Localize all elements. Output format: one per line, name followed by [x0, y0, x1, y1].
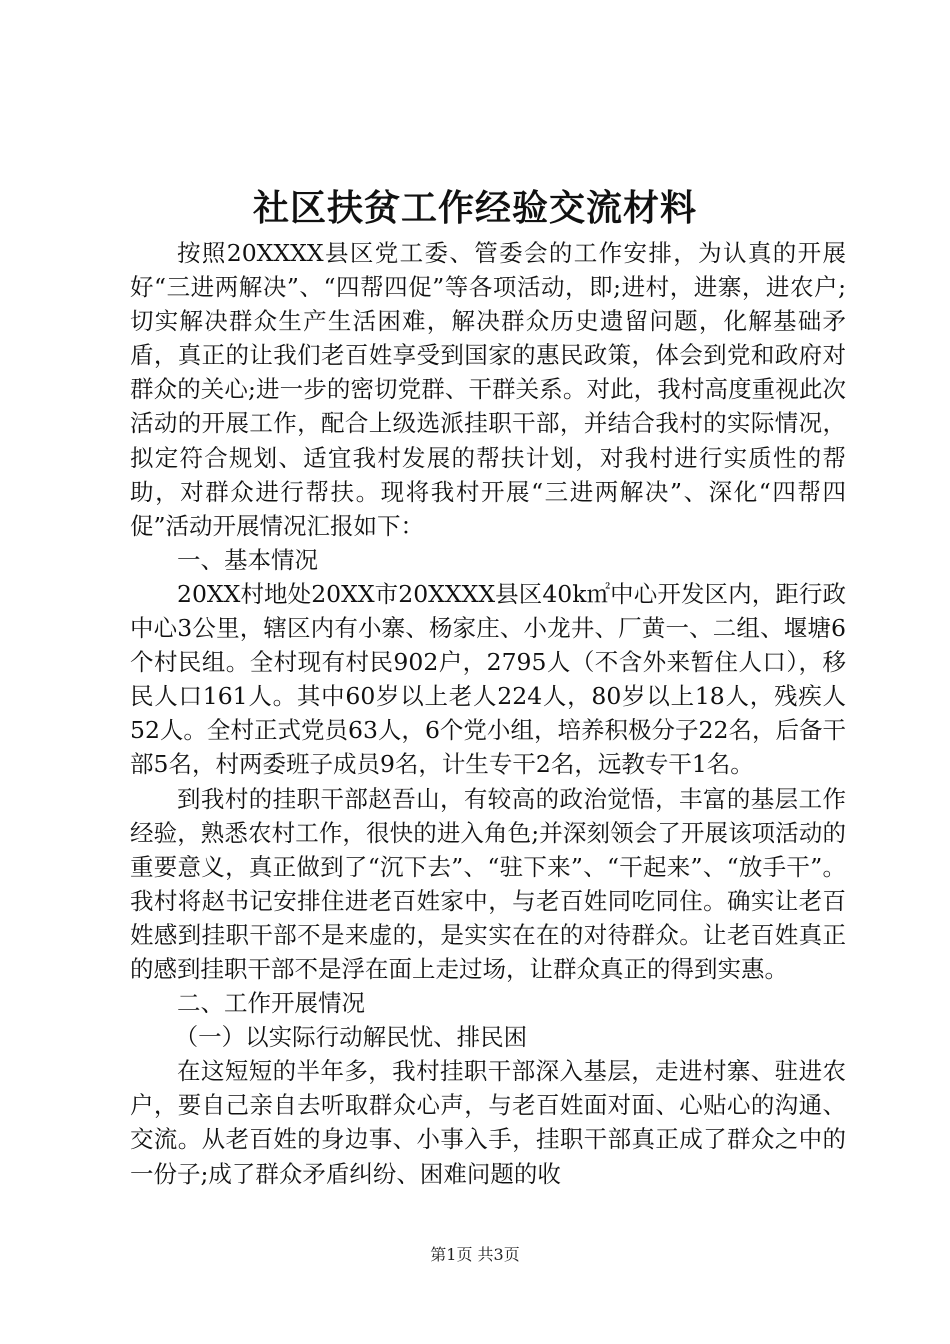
page-number-footer: 第1页 共3页 [430, 1245, 520, 1264]
intro-paragraph: 按照20XXXX县区党工委、管委会的工作安排，为认真的开展好“三进两解决”、“四帮四促”等各项活动，即;进村，进寨，进农户;切实解决群众生产生活困难，解决群众历史遗留问题，化解基础矛盾，真正的让我们老百姓享受到国家的惠民政策，体会到党和政府对群众的关心;进一步的密切党群、干群关系。对此，我村高度重视此次活动的开展工作，配合上级选派挂职干部，并结合我村的实际情况，拟定符合规划、适宜我村发展的帮扶计划，对我村进行实质性的帮助，对群众进行帮扶。现将我村开展“三进两解决”、深化“四帮四促”活动开展情况汇报如下： [130, 239, 846, 540]
work-progress-paragraph: 在这短短的半年多，我村挂职干部深入基层，走进村寨、驻进农户，要自己亲自去听取群众心声，与老百姓面对面、心贴心的沟通、交流。从老百姓的身边事、小事入手，挂职干部真正成了群众之中的一份子;成了群众矛盾纠纷、困难问题的收 [130, 1057, 846, 1188]
subsection-heading-1: （一）以实际行动解民忧、排民困 [174, 1023, 528, 1052]
document-title: 社区扶贫工作经验交流材料 [252, 187, 697, 229]
section-heading-basic-situation: 一、基本情况 [177, 545, 318, 574]
section-heading-work-progress: 二、工作开展情况 [177, 989, 365, 1018]
basic-situation-paragraph: 20XX村地处20XX市20XXXX县区40k㎡中心开发区内，距行政中心3公里，辖区内有小寨、杨家庄、小龙井、厂黄一、二组、堰塘6个村民组。全村现有村民902户，2795人（不含外来暂住人口），移民人口161人。其中60岁以上老人224人，80岁以上18人，残疾人52人。全村正式党员63人，6个党小组，培养积极分子22名，后备干部5名，村两委班子成员9名，计生专干2名，远教专干1名。 [130, 579, 846, 779]
document-body [130, 236, 846, 1191]
cadre-paragraph: 到我村的挂职干部赵吾山，有较高的政治觉悟，丰富的基层工作经验，熟悉农村工作，很快的进入角色;并深刻领会了开展该项活动的重要意义，真正做到了“沉下去”、“驻下来”、“干起来”、“放手干”。我村将赵书记安排住进老百姓家中，与老百姓同吃同住。确实让老百姓感到挂职干部不是来虚的，是实实在在的对待群众。让老百姓真正的感到挂职干部不是浮在面上走过场，让群众真正的得到实惠。 [130, 784, 846, 983]
